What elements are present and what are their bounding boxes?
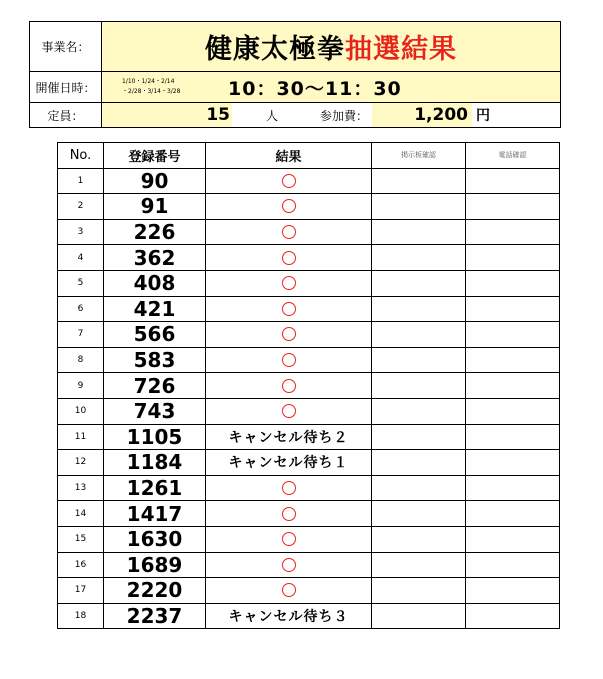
registration-number: 1261 — [104, 475, 206, 501]
phone-check-cell — [466, 322, 560, 348]
board-check-cell — [372, 373, 466, 399]
result-selected — [206, 296, 372, 322]
row-number: 14 — [58, 501, 104, 527]
phone-check-cell — [466, 578, 560, 604]
registration-number: 1417 — [104, 501, 206, 527]
selected-circle-icon — [282, 225, 296, 239]
board-check-cell — [372, 450, 466, 476]
board-check-cell — [372, 270, 466, 296]
registration-number: 1630 — [104, 526, 206, 552]
registration-number: 362 — [104, 245, 206, 271]
result-selected — [206, 168, 372, 194]
registration-number: 743 — [104, 398, 206, 424]
selected-circle-icon — [282, 507, 296, 521]
header-board-check: 掲示板確認 — [372, 143, 466, 169]
row-number: 15 — [58, 526, 104, 552]
table-row — [58, 603, 560, 629]
table-row — [58, 526, 560, 552]
board-check-cell — [372, 168, 466, 194]
phone-check-cell — [466, 373, 560, 399]
board-check-cell — [372, 578, 466, 604]
table-row — [58, 296, 560, 322]
row-number: 9 — [58, 373, 104, 399]
result-selected — [206, 245, 372, 271]
selected-circle-icon — [282, 583, 296, 597]
phone-check-cell — [466, 194, 560, 220]
registration-number: 91 — [104, 194, 206, 220]
board-check-cell — [372, 475, 466, 501]
registration-number: 90 — [104, 168, 206, 194]
table-row — [58, 450, 560, 476]
selected-circle-icon — [282, 353, 296, 367]
selected-circle-icon — [282, 481, 296, 495]
result-selected — [206, 552, 372, 578]
phone-check-cell — [466, 450, 560, 476]
phone-check-cell — [466, 245, 560, 271]
phone-check-cell — [466, 501, 560, 527]
datetime-label: 開催日時： — [30, 72, 102, 102]
board-check-cell — [372, 603, 466, 629]
row-number: 17 — [58, 578, 104, 604]
registration-number: 2237 — [104, 603, 206, 629]
row-number: 7 — [58, 322, 104, 348]
board-check-cell — [372, 245, 466, 271]
result-selected — [206, 219, 372, 245]
table-row — [58, 424, 560, 450]
row-number: 12 — [58, 450, 104, 476]
result-selected — [206, 194, 372, 220]
event-datetime-row — [30, 72, 560, 103]
board-check-cell — [372, 194, 466, 220]
selected-circle-icon — [282, 199, 296, 213]
phone-check-cell — [466, 219, 560, 245]
table-row — [58, 578, 560, 604]
event-name-label: 事業名： — [30, 22, 102, 71]
result-waitlist: キャンセル待ち２ — [206, 424, 372, 450]
table-row — [58, 270, 560, 296]
result-selected — [206, 501, 372, 527]
phone-check-cell — [466, 398, 560, 424]
event-header — [29, 21, 561, 128]
row-number: 3 — [58, 219, 104, 245]
table-row — [58, 322, 560, 348]
results-table — [57, 142, 560, 629]
table-body — [58, 168, 560, 629]
row-number: 2 — [58, 194, 104, 220]
phone-check-cell — [466, 424, 560, 450]
result-selected — [206, 347, 372, 373]
selected-circle-icon — [282, 379, 296, 393]
capacity-fee-row — [30, 103, 560, 127]
selected-circle-icon — [282, 251, 296, 265]
row-number: 10 — [58, 398, 104, 424]
registration-number: 1184 — [104, 450, 206, 476]
capacity-value: 15 — [102, 103, 232, 127]
table-row — [58, 194, 560, 220]
registration-number: 1105 — [104, 424, 206, 450]
registration-number: 408 — [104, 270, 206, 296]
board-check-cell — [372, 296, 466, 322]
selected-circle-icon — [282, 174, 296, 188]
header-phone-check: 電話確認 — [466, 143, 560, 169]
table-row — [58, 219, 560, 245]
table-row — [58, 398, 560, 424]
table-row — [58, 373, 560, 399]
registration-number: 226 — [104, 219, 206, 245]
table-row — [58, 347, 560, 373]
registration-number: 421 — [104, 296, 206, 322]
table-row — [58, 552, 560, 578]
row-number: 8 — [58, 347, 104, 373]
phone-check-cell — [466, 603, 560, 629]
board-check-cell — [372, 219, 466, 245]
table-row — [58, 475, 560, 501]
phone-check-cell — [466, 270, 560, 296]
capacity-fee-cell — [102, 103, 560, 127]
registration-number: 566 — [104, 322, 206, 348]
session-dates — [102, 77, 220, 97]
table-row — [58, 168, 560, 194]
result-selected — [206, 373, 372, 399]
phone-check-cell — [466, 168, 560, 194]
event-name-row — [30, 22, 560, 72]
fee-unit: 円 — [476, 108, 490, 124]
capacity-unit: 人 — [266, 108, 279, 123]
row-number: 1 — [58, 168, 104, 194]
board-check-cell — [372, 526, 466, 552]
registration-number: 2220 — [104, 578, 206, 604]
session-dates-line2: ・2/28・3/14・3/28 — [122, 88, 181, 95]
selected-circle-icon — [282, 276, 296, 290]
capacity-label: 定員： — [30, 103, 102, 127]
header-result: 結果 — [206, 143, 372, 169]
result-waitlist: キャンセル待ち３ — [206, 603, 372, 629]
row-number: 11 — [58, 424, 104, 450]
table-row — [58, 245, 560, 271]
result-selected — [206, 526, 372, 552]
selected-circle-icon — [282, 532, 296, 546]
board-check-cell — [372, 424, 466, 450]
phone-check-cell — [466, 526, 560, 552]
title-event-name: 健康太極拳 — [205, 34, 345, 65]
page-title — [102, 22, 560, 71]
board-check-cell — [372, 347, 466, 373]
result-selected — [206, 475, 372, 501]
phone-check-cell — [466, 552, 560, 578]
board-check-cell — [372, 322, 466, 348]
row-number: 18 — [58, 603, 104, 629]
fee-value: 1,200 — [372, 103, 472, 127]
header-no: No. — [58, 143, 104, 169]
row-number: 4 — [58, 245, 104, 271]
registration-number: 1689 — [104, 552, 206, 578]
session-time: 10：30〜11：30 — [228, 77, 402, 100]
registration-number: 726 — [104, 373, 206, 399]
phone-check-cell — [466, 296, 560, 322]
board-check-cell — [372, 552, 466, 578]
result-selected — [206, 270, 372, 296]
row-number: 16 — [58, 552, 104, 578]
board-check-cell — [372, 398, 466, 424]
fee-label: 参加費： — [319, 108, 368, 123]
selected-circle-icon — [282, 327, 296, 341]
registration-number: 583 — [104, 347, 206, 373]
phone-check-cell — [466, 475, 560, 501]
selected-circle-icon — [282, 302, 296, 316]
result-selected — [206, 578, 372, 604]
selected-circle-icon — [282, 404, 296, 418]
result-selected — [206, 398, 372, 424]
row-number: 5 — [58, 270, 104, 296]
title-lottery-result: 抽選結果 — [345, 34, 457, 65]
table-row — [58, 501, 560, 527]
row-number: 13 — [58, 475, 104, 501]
table-header-row — [58, 143, 560, 169]
session-dates-line1: 1/10・1/24・2/14 — [122, 78, 175, 85]
result-selected — [206, 322, 372, 348]
header-registration-number: 登録番号 — [104, 143, 206, 169]
datetime-cell — [102, 72, 560, 102]
row-number: 6 — [58, 296, 104, 322]
phone-check-cell — [466, 347, 560, 373]
result-waitlist: キャンセル待ち１ — [206, 450, 372, 476]
selected-circle-icon — [282, 558, 296, 572]
board-check-cell — [372, 501, 466, 527]
